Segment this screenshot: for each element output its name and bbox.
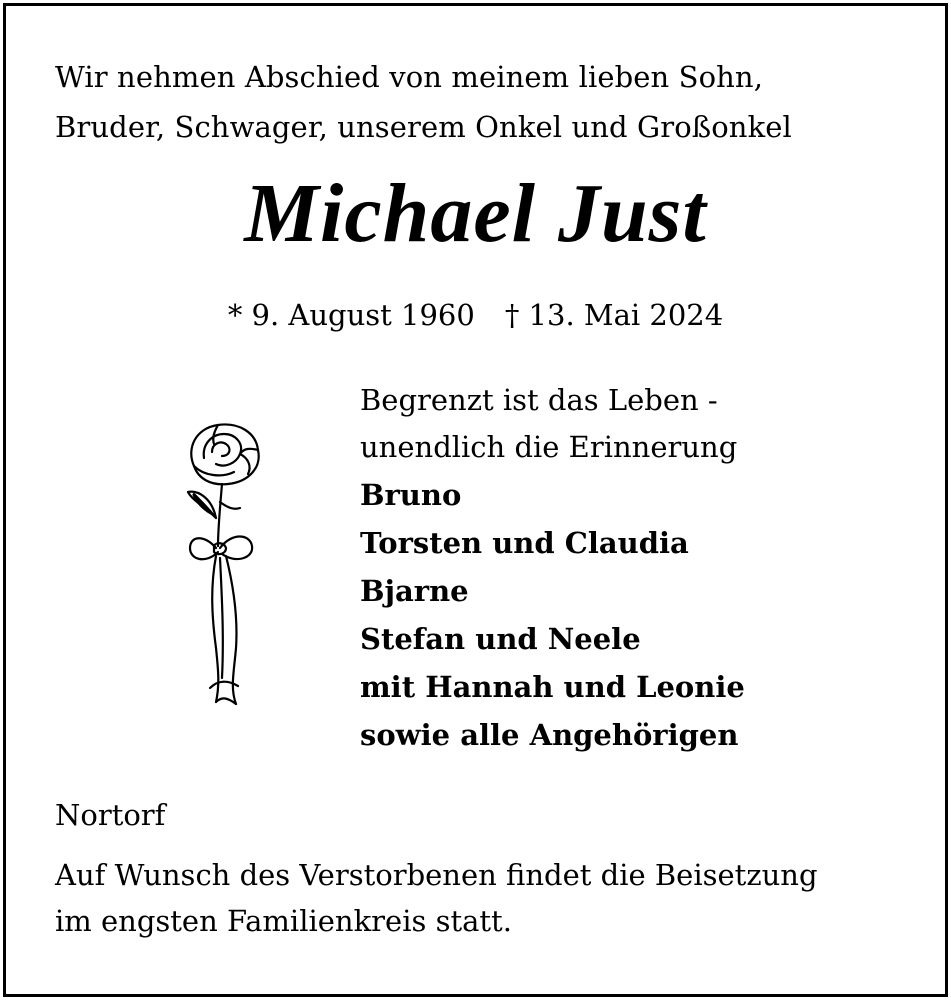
intro-line-2: Bruder, Schwager, unserem Onkel und Großonkel [55, 110, 792, 144]
mourner-line-5: mit Hannah und Leonie [360, 670, 745, 704]
mourner-line-4: Stefan und Neele [360, 622, 641, 656]
life-dates [0, 298, 951, 332]
mourner-line-6: sowie alle Angehörigen [360, 718, 739, 752]
mourner-line-2: Torsten und Claudia [360, 526, 689, 560]
notice-border [3, 3, 948, 997]
rose-icon [178, 418, 278, 710]
deceased-name: Michael Just [244, 167, 707, 260]
verse-line-2: unendlich die Erinnerung [360, 430, 738, 464]
mourner-line-1: Bruno [360, 478, 462, 512]
death-date: † 13. Mai 2024 [504, 298, 724, 332]
intro-line-1: Wir nehmen Abschied von meinem lieben Sohn, [55, 60, 764, 94]
verse-line-1: Begrenzt ist das Leben - [360, 383, 718, 417]
place-name: Nortorf [55, 798, 166, 832]
birth-date: * 9. August 1960 [227, 298, 475, 332]
note-line-1: Auf Wunsch des Verstorbenen findet die Beisetzung [55, 858, 818, 892]
mourner-line-3: Bjarne [360, 574, 469, 608]
note-line-2: im engsten Familienkreis statt. [55, 904, 512, 938]
